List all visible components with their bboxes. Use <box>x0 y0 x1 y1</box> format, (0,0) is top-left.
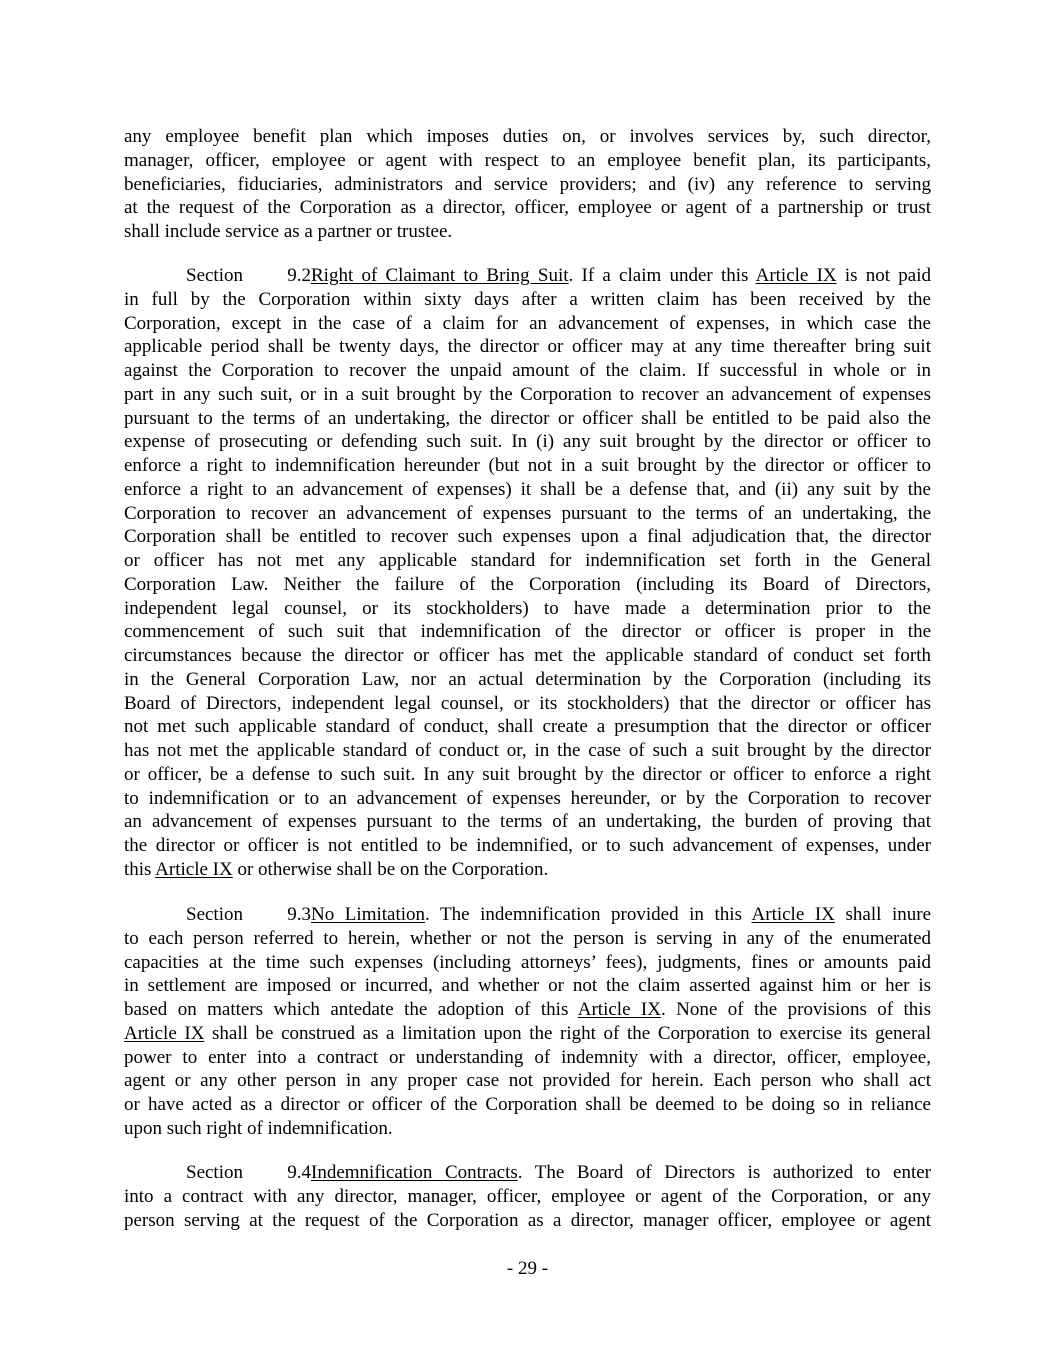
text-line <box>124 335 931 359</box>
text-line <box>124 196 931 220</box>
text-segment: against the Corporation to recover the unpaid amount of the claim. If successful in whole or in <box>124 360 931 381</box>
text-line <box>124 573 931 597</box>
text-line <box>124 692 931 716</box>
text-line <box>124 454 931 478</box>
text-line <box>124 549 931 573</box>
paragraph-section-9-4 <box>124 1161 931 1232</box>
text-segment: in settlement are imposed or incurred, and whether or not the claim asserted against him or her is <box>124 975 931 997</box>
text-segment: to each person referred to herein, whether or not the person is serving in any of the enumerated <box>124 927 931 949</box>
text-segment: . None of the provisions of this <box>660 999 931 1020</box>
text-line <box>124 383 931 407</box>
text-line <box>124 597 931 621</box>
text-segment: Corporation shall be entitled to recover such expenses upon a final adjudication that, the director <box>124 526 931 548</box>
text-segment: independent legal counsel, or its stockholders) to have made a determination prior to the <box>124 597 931 619</box>
text-segment: Corporation to recover an advancement of expenses pursuant to the terms of an undertaking, the <box>124 502 931 524</box>
text-segment: . The indemnification provided in this <box>425 904 752 925</box>
text-segment: any employee benefit plan which imposes duties on, or involves services by, such director, <box>124 126 931 147</box>
text-segment: agent or any other person in any proper case not provided for herein. Each person who shall act <box>124 1070 931 1092</box>
text-segment: circumstances because the director or officer has met the applicable standard of conduct set forth <box>124 645 931 666</box>
text-segment: in full by the Corporation within sixty days after a written claim has been received by the <box>124 288 931 310</box>
text-segment: an advancement of expenses pursuant to the terms of an undertaking, the burden of proving that <box>124 811 931 833</box>
text-segment: or officer, be a defense to such suit. In any suit brought by the director or officer to enforce a right <box>124 763 931 785</box>
text-line <box>124 264 931 288</box>
text-line <box>124 739 931 763</box>
text-line <box>124 903 931 927</box>
paragraph-section-9-2 <box>124 264 931 882</box>
text-line <box>124 1046 931 1070</box>
text-line <box>124 1161 931 1185</box>
underlined-reference: Right of Claimant to Bring Suit <box>311 265 569 286</box>
text-segment: Board of Directors, independent legal counsel, or its stockholders) that the director or officer has <box>124 692 931 714</box>
text-segment: the director or officer is not entitled to be indemnified, or to such advancement of expenses, under <box>124 835 931 856</box>
underlined-reference: Article IX <box>155 858 233 880</box>
text-segment: upon such right of indemnification. <box>124 1117 393 1139</box>
text-line <box>124 1209 931 1233</box>
underlined-reference: Article IX <box>751 904 835 925</box>
text-segment: to indemnification or to an advancement of expenses hereunder, or by the Corporation to recover <box>124 787 931 809</box>
text-segment: . If a claim under this <box>568 265 756 286</box>
text-line <box>124 998 931 1022</box>
text-segment: is not paid <box>836 265 931 286</box>
text-line <box>124 858 931 882</box>
text-segment: shall include service as a partner or trustee. <box>124 221 453 242</box>
text-line <box>124 927 931 951</box>
underlined-reference: Article IX <box>124 1022 205 1044</box>
text-line <box>124 502 931 526</box>
text-line <box>124 1022 931 1046</box>
section-number: Section 9.3 <box>186 904 311 925</box>
text-segment: Corporation Law. Neither the failure of the Corporation (including its Board of Directors, <box>124 573 931 595</box>
text-line <box>124 1117 931 1141</box>
text-segment: expense of prosecuting or defending such suit. In (i) any suit brought by the director or officer to <box>124 431 931 453</box>
text-segment: enforce a right to an advancement of expenses) it shall be a defense that, and (ii) any suit by the <box>124 478 931 500</box>
text-segment: shall inure <box>834 904 931 925</box>
text-line <box>124 810 931 834</box>
text-line <box>124 173 931 197</box>
underlined-reference: No Limitation <box>311 904 426 925</box>
text-line <box>124 974 931 998</box>
text-line <box>124 407 931 431</box>
paragraph-section-9-3 <box>124 903 931 1141</box>
text-line <box>124 312 931 336</box>
text-segment: enforce a right to indemnification hereunder (but not in a suit brought by the director or officer to <box>124 455 931 476</box>
text-segment: this <box>124 858 156 880</box>
text-segment: pursuant to the terms of an undertaking, the director or officer shall be entitled to be paid also the <box>124 407 931 429</box>
text-line <box>124 951 931 975</box>
text-segment: person serving at the request of the Corporation as a director, manager officer, employee or agent <box>124 1209 931 1231</box>
text-line <box>124 834 931 858</box>
text-segment: power to enter into a contract or understanding of indemnity with a director, officer, employee, <box>124 1046 931 1068</box>
text-line <box>124 668 931 692</box>
text-line <box>124 125 931 149</box>
text-line <box>124 525 931 549</box>
text-line <box>124 763 931 787</box>
text-line <box>124 620 931 644</box>
text-line <box>124 787 931 811</box>
text-line <box>124 1069 931 1093</box>
section-number: Section 9.4 <box>186 1162 311 1183</box>
underlined-reference: Article IX <box>577 999 661 1020</box>
text-segment: based on matters which antedate the adoption of this <box>124 999 578 1020</box>
text-segment: has not met the applicable standard of conduct or, in the case of such a suit brought by the director <box>124 740 931 761</box>
text-segment: or have acted as a director or officer of the Corporation shall be deemed to be doing so in reliance <box>124 1094 931 1115</box>
section-number: Section 9.2 <box>186 265 311 286</box>
text-segment: not met such applicable standard of conduct, shall create a presumption that the director or officer <box>124 716 931 738</box>
underlined-reference: Article IX <box>755 265 837 286</box>
text-segment: beneficiaries, fiduciaries, administrators and service providers; and (iv) any reference to serving <box>124 173 931 195</box>
underlined-reference: Indemnification Contracts <box>311 1162 518 1183</box>
text-line <box>124 644 931 668</box>
text-segment: Corporation, except in the case of a claim for an advancement of expenses, in which case the <box>124 312 931 334</box>
text-segment: shall be construed as a limitation upon the right of the Corporation to exercise its general <box>204 1022 931 1044</box>
text-segment: . The Board of Directors is authorized to enter <box>517 1162 931 1183</box>
text-segment: applicable period shall be twenty days, the director or officer may at any time thereafter bring suit <box>124 336 931 358</box>
text-line <box>124 1185 931 1209</box>
text-line <box>124 478 931 502</box>
text-line <box>124 220 931 244</box>
page-number: - 29 - <box>506 1258 549 1279</box>
text-line <box>124 359 931 383</box>
text-segment: at the request of the Corporation as a director, officer, employee or agent of a partnership or trust <box>124 197 931 219</box>
paragraph-continuation <box>124 125 931 244</box>
text-line <box>124 430 931 454</box>
text-line <box>124 1093 931 1117</box>
text-segment: manager, officer, employee or agent with respect to an employee benefit plan, its participants, <box>124 149 931 171</box>
text-segment: or officer has not met any applicable standard for indemnification set forth in the General <box>124 550 931 571</box>
text-segment: part in any such suit, or in a suit brought by the Corporation to recover an advancement of expenses <box>124 383 931 405</box>
text-line <box>124 149 931 173</box>
text-line <box>124 715 931 739</box>
text-segment: or otherwise shall be on the Corporation. <box>232 858 549 880</box>
text-segment: commencement of such suit that indemnification of the director or officer is proper in the <box>124 621 931 643</box>
text-segment: in the General Corporation Law, nor an actual determination by the Corporation (including its <box>124 668 931 690</box>
text-line <box>124 288 931 312</box>
text-segment: capacities at the time such expenses (including attorneys’ fees), judgments, fines or amounts paid <box>124 951 931 973</box>
text-segment: into a contract with any director, manager, officer, employee or agent of the Corporation, or any <box>124 1185 931 1207</box>
